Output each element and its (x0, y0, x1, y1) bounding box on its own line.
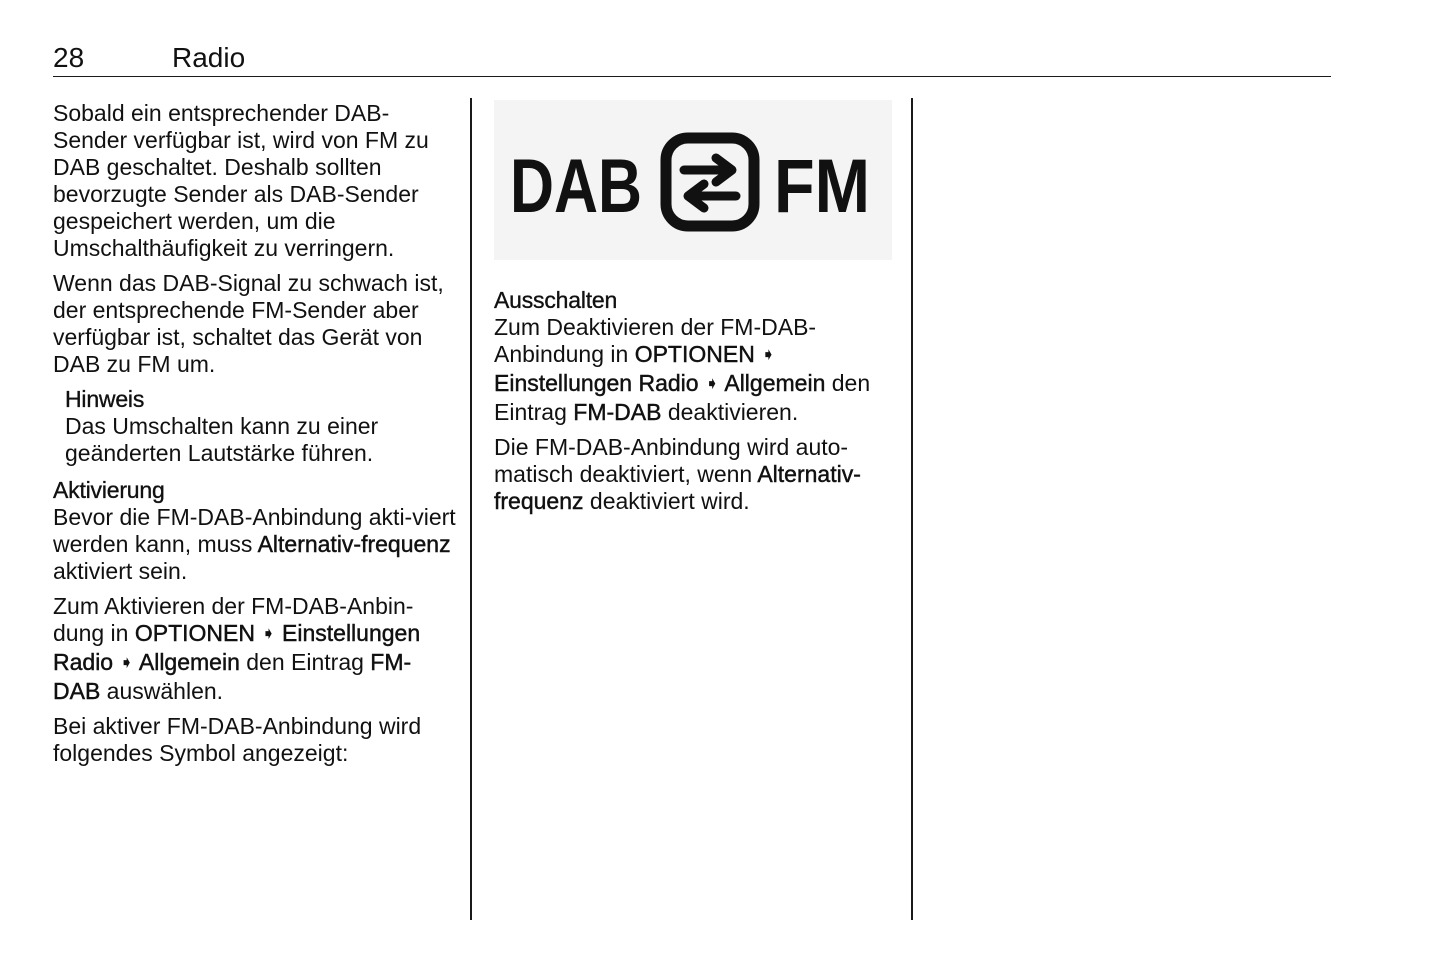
note-text: Das Umschalten kann zu einer geänderten Lautstärke führen. (65, 413, 379, 466)
paragraph-deactivation-steps (494, 314, 896, 426)
column-middle (494, 287, 896, 523)
text-span: aktiviert sein. (53, 558, 188, 584)
paragraph-fm-fallback: Wenn das DAB-Signal zu schwach ist, der entsprechende FM-Sender aber verfügbar ist, schaltet das Gerät von DAB zu FM um. (53, 270, 444, 377)
deactivation-heading: Ausschalten (494, 287, 618, 313)
menu-term: Einstellungen Radio (53, 620, 421, 675)
paragraph-dab-switch: Sobald ein entsprechender DAB-Sender verfügbar ist, wird von FM zu DAB geschaltet. Deshalb sollten bevorzugte Sender als DAB-Sender gespeichert werden, um die Umschalthäufigkeit zu verringern. (53, 100, 429, 261)
dab-fm-symbol (494, 100, 892, 260)
text-span: den Eintrag (494, 370, 871, 425)
page-number: 28 (53, 42, 85, 73)
menu-term: Alternativ-frequenz (494, 461, 861, 514)
note-title: Hinweis (65, 386, 145, 412)
column-divider-1 (470, 98, 472, 920)
text-span: deaktivieren. (661, 399, 799, 425)
text-span: Die FM-DAB-Anbindung wird auto-matisch deaktiviert, wenn (494, 434, 849, 487)
column-divider-2 (911, 98, 913, 920)
text-span: Zum Deaktivieren der FM-DAB-Anbindung in (494, 314, 817, 367)
arrow-right-icon: ➧ (704, 374, 720, 393)
swap-arrows-icon (666, 138, 754, 226)
paragraph-activation-requirement (53, 504, 458, 585)
paragraph-auto-deactivation (494, 434, 896, 515)
menu-term: Allgemein (724, 370, 826, 396)
menu-term: FM-DAB (53, 649, 412, 704)
text-span: den Eintrag (239, 649, 371, 675)
menu-term: OPTIONEN (634, 341, 755, 367)
arrow-right-icon: ➧ (761, 345, 776, 364)
dab-fm-symbol-graphic (494, 100, 892, 260)
note-box (65, 386, 458, 467)
column-left (53, 100, 458, 775)
paragraph-activation-steps (53, 593, 458, 705)
text-span: Zum Aktivieren der FM-DAB-Anbin-dung in (53, 593, 414, 646)
section-title: Radio (172, 42, 246, 73)
arrow-right-icon: ➧ (119, 653, 134, 672)
activation-heading: Aktivierung (53, 477, 165, 503)
paragraph-symbol-intro: Bei aktiver FM-DAB-Anbindung wird folgendes Symbol angezeigt: (53, 713, 422, 766)
fm-label: FM (774, 144, 870, 229)
menu-term: OPTIONEN (134, 620, 255, 646)
text-span: Bevor die FM-DAB-Anbindung akti-viert werden kann, muss (53, 504, 456, 557)
dab-label: DAB (510, 144, 642, 229)
menu-term: Einstellungen Radio (494, 370, 699, 396)
menu-term: Allgemein (138, 649, 240, 675)
text-span: deaktiviert wird. (583, 488, 750, 514)
page-header (53, 40, 1331, 77)
menu-term: FM-DAB (573, 399, 662, 425)
text-span: auswählen. (100, 678, 224, 704)
arrow-right-icon: ➧ (261, 624, 276, 643)
menu-term: Alternativ-frequenz (257, 531, 451, 557)
